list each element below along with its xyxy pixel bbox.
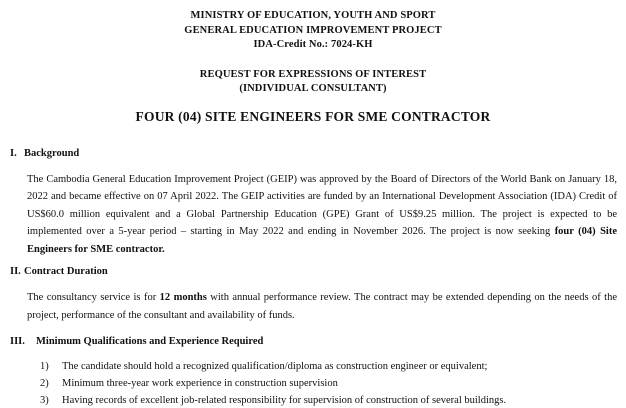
- section-heading: [10, 335, 626, 349]
- paragraph-text: The consultancy service is for: [27, 292, 160, 303]
- section-title: Contract Duration: [24, 266, 108, 277]
- paragraph-text: The Cambodia General Education Improvement Project (GEIP) was approved by the Board of Directors of the World Bank on January 18, 2022 and became effective on 07 April 2022. The GEIP activities are funded by an International Development Association (IDA) Credit of US$60.0 million equivalent and a Global Partnership Education (GPE) Grant of US$9.25 million. The project is expected to be implemented over a 5-year period – starting in May 2022 and ending in November 2026. The project is now seeking: [27, 173, 617, 237]
- section-background: [0, 147, 626, 259]
- section-heading: [10, 265, 626, 279]
- section-paragraph: [27, 171, 617, 259]
- qualification-list: [40, 358, 617, 408]
- list-item-number: 3): [40, 395, 49, 406]
- section-number: III.: [10, 336, 25, 347]
- list-item-text: The candidate should hold a recognized qualification/diploma as construction engineer or equivalent;: [62, 361, 488, 372]
- ministry-name: MINISTRY OF EDUCATION, YOUTH AND SPORT: [190, 10, 436, 21]
- section-paragraph: [27, 289, 617, 324]
- list-item-number: 2): [40, 378, 49, 389]
- list-item: [40, 375, 617, 392]
- section-contract-duration: [0, 265, 626, 324]
- section-number: II.: [10, 266, 21, 277]
- credit-number: IDA-Credit No.: 7024-KH: [253, 39, 373, 50]
- request-block: [0, 68, 626, 97]
- list-item-text: Minimum three-year work experience in construction supervision: [62, 378, 338, 389]
- paragraph-bold-text: four (04) Site Engineers for SME contractor.: [27, 226, 617, 255]
- list-item-number: 1): [40, 361, 49, 372]
- section-heading: [10, 147, 626, 161]
- section-qualifications: [0, 335, 626, 408]
- document-title: FOUR (04) SITE ENGINEERS FOR SME CONTRACTOR: [135, 108, 491, 124]
- project-name: GENERAL EDUCATION IMPROVEMENT PROJECT: [184, 24, 442, 36]
- section-number: I.: [10, 147, 17, 159]
- document-header: [0, 9, 626, 126]
- section-title: Minimum Qualifications and Experience Required: [36, 336, 264, 347]
- list-item: [40, 392, 617, 408]
- paragraph-bold-text: 12 months: [159, 292, 207, 303]
- list-item: [40, 358, 617, 375]
- paragraph-text: with annual performance review. The contract may be extended depending on the needs of the project, performance of the consultant and availability of funds.: [27, 292, 617, 321]
- section-title: Background: [24, 147, 80, 159]
- list-item-text: Having records of excellent job-related responsibility for supervision of construction of several buildings.: [62, 395, 507, 406]
- request-title: REQUEST FOR EXPRESSIONS OF INTEREST: [199, 68, 427, 80]
- consultant-type: (INDIVIDUAL CONSULTANT): [239, 83, 387, 94]
